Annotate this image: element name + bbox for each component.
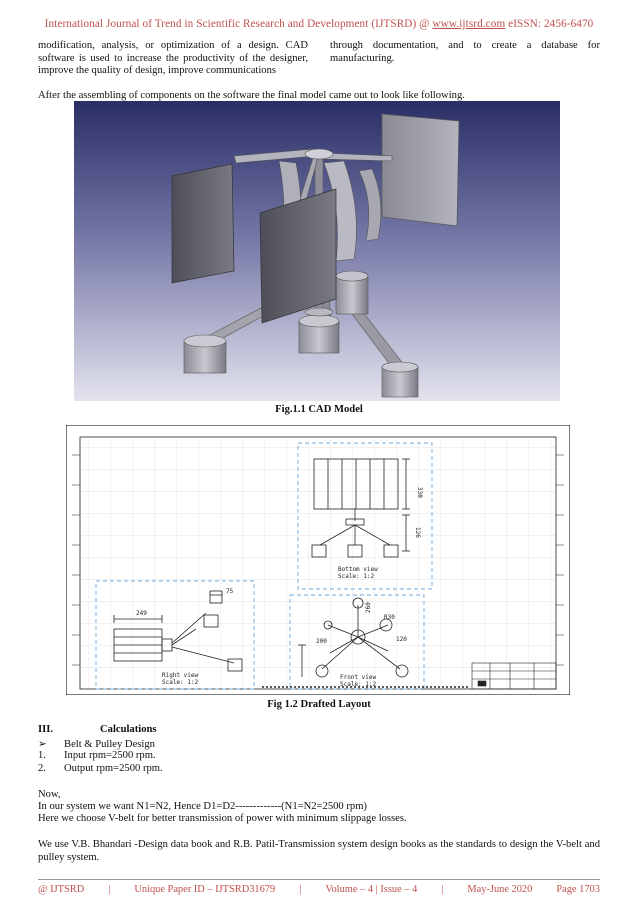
cad-model-render: [74, 101, 560, 401]
list-item-text: Output rpm=2500 rpm.: [64, 763, 163, 774]
equation-line: In our system we want N1=N2, Hence D1=D2-------------(N1=N2=2500 rpm): [38, 801, 367, 812]
bottom-view-scale: Scale: 1:2: [338, 573, 375, 580]
dim-330: 330: [416, 487, 423, 498]
drafted-layout-drawing: [66, 425, 570, 695]
eissn: eISSN: 2456-6470: [505, 18, 594, 30]
section-heading: [38, 724, 157, 735]
figure1-caption: Fig.1.1 CAD Model: [275, 404, 363, 415]
dim-200: 200: [316, 638, 327, 645]
right-view-label: Right view: [162, 672, 199, 679]
intro-left-column: modification, analysis, or optimization of a design. CAD software is used to increase the productivity of the designer, improve the quality of design, improve communications: [38, 40, 308, 77]
footer-separator: |: [108, 884, 111, 895]
vbelt-line: Here we choose V-belt for better transmission of power with minimum slippage losses.: [38, 813, 407, 824]
section-number: III.: [38, 724, 54, 735]
journal-url-link[interactable]: www.ijtsrd.com: [432, 18, 506, 30]
footer-divider: [38, 879, 600, 880]
assembly-sentence: After the assembling of components on the software the final model came out to look like following.: [38, 90, 465, 101]
list-item: [38, 763, 163, 774]
figure2-caption: Fig 1.2 Drafted Layout: [267, 699, 371, 710]
dim-R30: R30: [384, 614, 395, 621]
dim-126: 126: [414, 527, 421, 538]
journal-title: International Journal of Trend in Scientific Research and Development (IJTSRD) @: [44, 18, 433, 30]
dim-75: 75: [226, 588, 234, 595]
drafted-layout-figure: [66, 425, 570, 695]
dim-249: 249: [136, 610, 147, 617]
right-view-scale: Scale: 1:2: [162, 679, 199, 686]
list-item-text: Input rpm=2500 rpm.: [64, 750, 156, 761]
footer-date: May-June 2020: [467, 884, 533, 895]
bullet-item: [38, 738, 155, 750]
arrow-bullet-icon: ➢: [38, 739, 47, 750]
list-item: [38, 750, 156, 761]
front-view-scale: Scale: 1:2: [340, 681, 377, 688]
footer-paper-id: Unique Paper ID – IJTSRD31679: [134, 884, 276, 895]
footer-separator: |: [441, 884, 444, 895]
dim-260: 260: [365, 602, 372, 613]
dim-120: 120: [396, 636, 407, 643]
design-books-paragraph: We use V.B. Bhandari -Design data book and R.B. Patil-Transmission system design books as the standards to design the V-belt and pulley system.: [38, 839, 600, 863]
cad-model-figure: [74, 101, 560, 401]
running-header: [0, 18, 638, 30]
front-view-label: Front view: [340, 674, 377, 681]
footer-page: Page 1703: [556, 884, 600, 895]
section-title: Calculations: [100, 724, 157, 735]
list-item-number: 1.: [38, 750, 46, 761]
bottom-view-label: Bottom view: [338, 566, 378, 573]
page-footer: [38, 884, 600, 895]
intro-right-column: through documentation, and to create a database for manufacturing.: [330, 40, 600, 64]
footer-separator: |: [299, 884, 302, 895]
footer-journal: @ IJTSRD: [38, 884, 85, 895]
list-item-number: 2.: [38, 763, 46, 774]
footer-volume: Volume – 4 | Issue – 4: [325, 884, 418, 895]
bullet-text: Belt & Pulley Design: [64, 739, 155, 750]
now-line: Now,: [38, 789, 61, 800]
